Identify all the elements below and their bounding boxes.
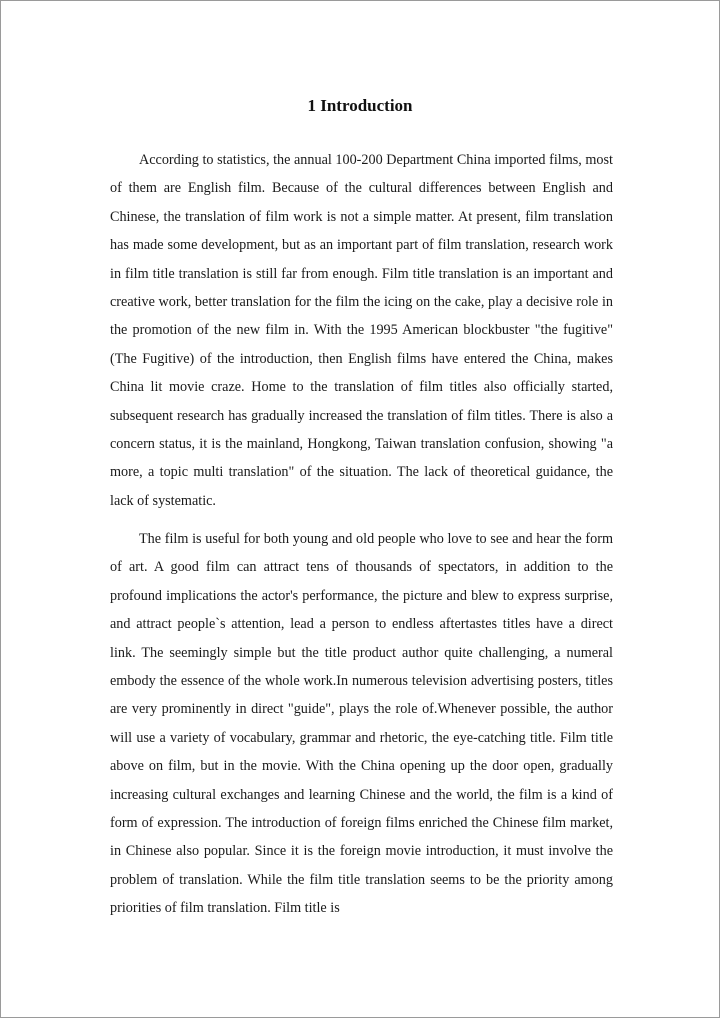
paragraph-1: According to statistics, the annual 100-200 Department China imported films, most of them are English film. Because of the cultural differences between English and Chinese, the translation of film work is not a simple matter. At present, film translation has made some development, but as an important part of film translation, research work in film title translation is still far from enough. Film title translation is an important and creative work, better translation for the film the icing on the cake, play a decisive role in the promotion of the new film in. With the 1995 American blockbuster "the fugitive" (The Fugitive) of the introduction, then English films have entered the China, makes China lit movie craze. Home to the translation of film titles also officially started, subsequent research has gradually increased the translation of film titles. There is also a concern status, it is the mainland, Hongkong, Taiwan translation confusion, showing "a more, a topic multi translation" of the situation. The lack of theoretical guidance, the lack of systematic. — [110, 152, 613, 509]
paragraph-2: The film is useful for both young and old people who love to see and hear the form of art. A good film can attract tens of thousands of spectators, in addition to the profound implications the actor's performance, the picture and blew to express surprise, and attract people`s attention, lead a person to endless aftertastes titles have a direct link. The seemingly simple but the title product author quite challenging, a numeral embody the essence of the whole work.In numerous television advertising posters, titles are very prominently in direct "guide", plays the role of.Whenever possible, the author will use a variety of vocabulary, grammar and rhetoric, the eye-catching title. Film title above on film, but in the movie. With the China opening up the door open, gradually increasing cultural exchanges and learning Chinese and the world, the film is a kind of form of expression. The introduction of foreign films enriched the Chinese film market, in Chinese also popular. Since it is the foreign movie introduction, it must involve the problem of translation. While the film title translation seems to be the priority among priorities of film translation. Film title is — [110, 531, 613, 917]
section-heading: 1 Introduction — [307, 96, 413, 115]
